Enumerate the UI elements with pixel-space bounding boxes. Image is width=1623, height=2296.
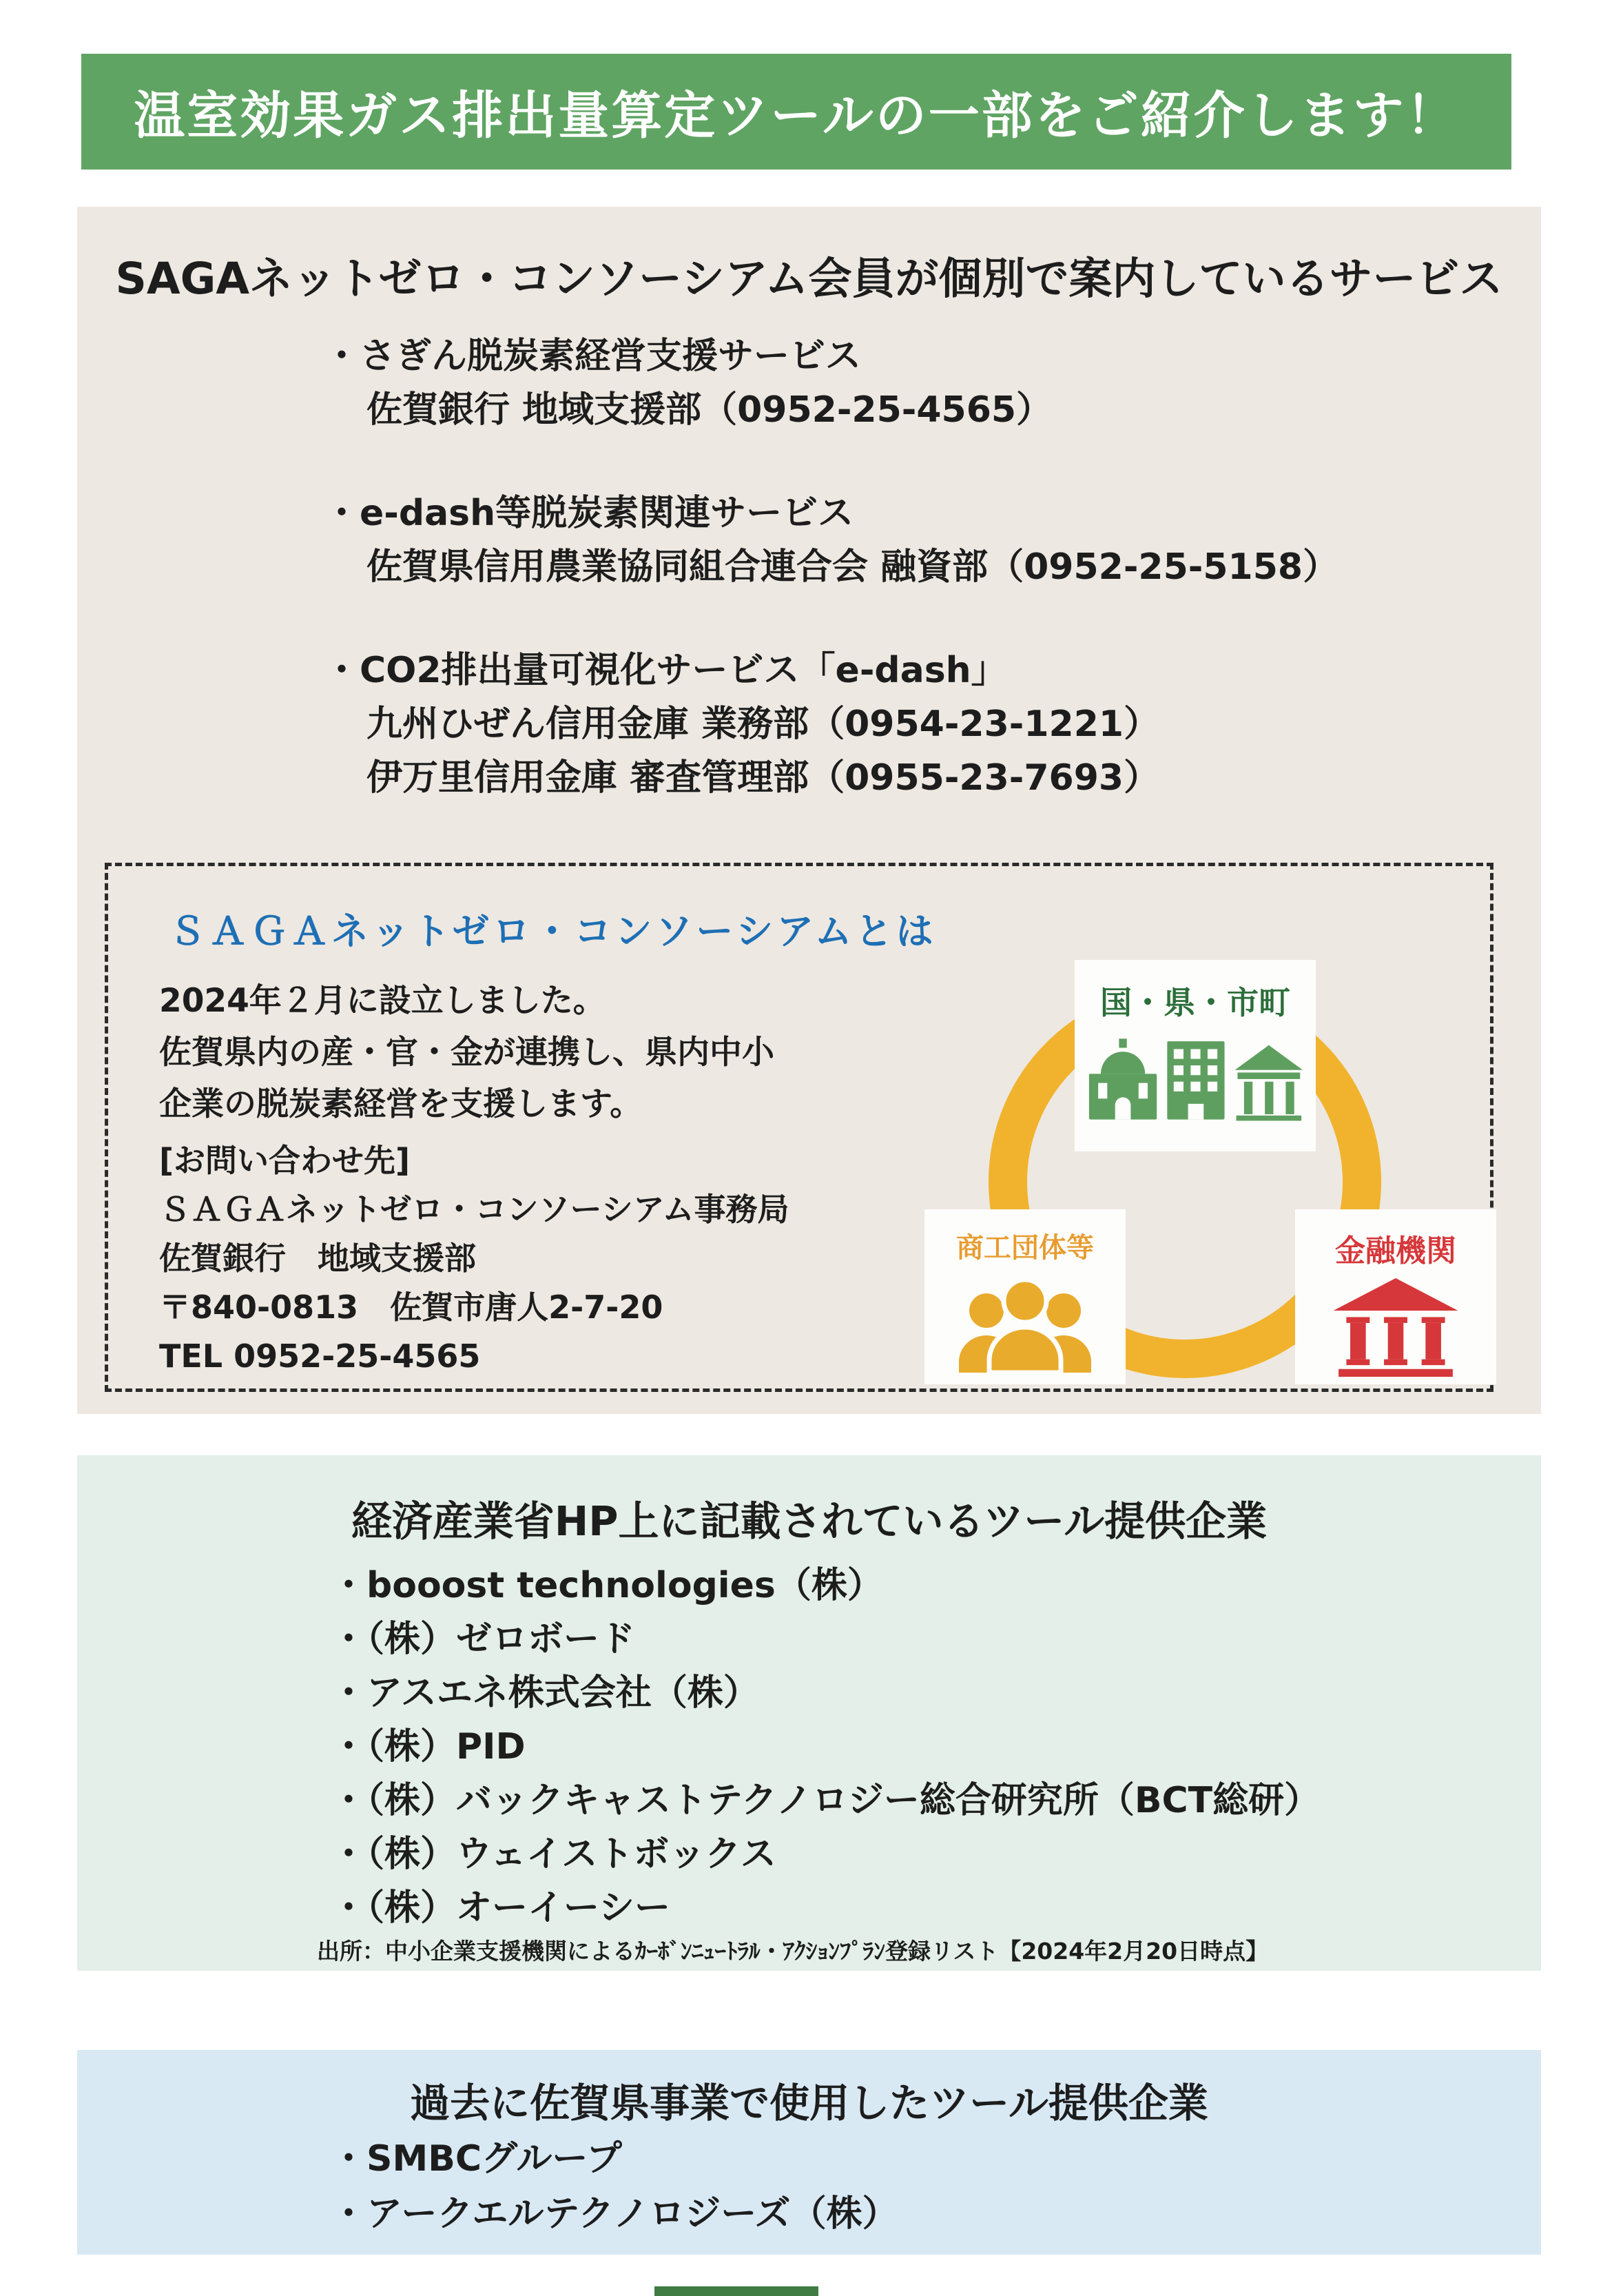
tool-item: ・SMBCグループ (331, 2138, 622, 2180)
description-line: 佐賀県内の産・官・金が連携し、県内中小 (159, 1034, 774, 1072)
saga-tools-title: 過去に佐賀県事業で使用したツール提供企業 (410, 2080, 1208, 2126)
tool-item: ・booost technologies（株） (331, 1565, 883, 1606)
source-note: 出所：中小企業支援機関によるｶｰﾎﾞﾝﾆｭｰﾄﾗﾙ・ｱｸｼｮﾝﾌﾟﾗﾝ登録リスト【2024年2月20日時点】 (317, 1938, 1269, 1965)
service-name: ・CO2排出量可視化サービス「e-dash」 (324, 650, 1007, 691)
consortium-contact (159, 1136, 789, 1381)
member-services-title: SAGAネットゼロ・コンソーシアム会員が個別で案内しているサービス (115, 254, 1503, 304)
description-line: 2024年２月に設立しました。 (159, 982, 606, 1020)
contact-line: 〒840-0813 佐賀市唐人2-7-20 (159, 1289, 663, 1326)
saga-tool-list (331, 2131, 898, 2242)
commerce-label: 商工団体等 (956, 1232, 1094, 1264)
contact-line: ＳＡＧＡネットゼロ・コンソーシアム事務局 (159, 1191, 789, 1228)
next-banner-edge (654, 2286, 818, 2296)
service-name: ・e-dash等脱炭素関連サービス (324, 493, 854, 534)
service-item (324, 329, 1338, 437)
government-buildings-icon (1088, 1023, 1303, 1124)
header-banner (81, 54, 1511, 170)
service-list (324, 329, 1338, 854)
meti-tool-list (331, 1559, 1320, 1935)
service-name: ・さぎん脱炭素経営支援サービス (324, 336, 862, 377)
service-contact: 佐賀銀行 地域支援部（0952-25-4565） (366, 389, 1053, 431)
people-group-icon (951, 1265, 1099, 1377)
government-label: 国・県・市町 (1100, 984, 1290, 1021)
tool-item: ・（株）PID (331, 1726, 526, 1767)
consortium-description (159, 975, 774, 1130)
consortium-box (105, 863, 1493, 1392)
tool-item: ・アークエルテクノロジーズ（株） (331, 2193, 898, 2235)
service-contact: 伊万里信用金庫 審査管理部（0955-23-7693） (366, 757, 1160, 799)
tool-item: ・（株）ゼロボード (331, 1619, 636, 1660)
service-contact: 佐賀県信用農業協同組合連合会 融資部（0952-25-5158） (366, 546, 1339, 588)
description-line: 企業の脱炭素経営を支援します。 (159, 1085, 643, 1123)
member-services-section (77, 207, 1541, 1414)
tool-item: ・アスエネ株式会社（株） (331, 1672, 759, 1714)
meti-tools-section (77, 1455, 1541, 1971)
service-item (324, 486, 1338, 594)
service-item (324, 644, 1338, 805)
contact-line: 佐賀銀行 地域支援部 (159, 1240, 476, 1277)
diagram-node-government (1075, 960, 1316, 1151)
header-title: 温室効果ガス排出量算定ツールの一部をご紹介します！ (134, 86, 1459, 145)
tool-item: ・（株）バックキャストテクノロジー総合研究所（BCT総研） (331, 1780, 1321, 1821)
diagram-node-commerce (924, 1209, 1126, 1384)
bank-icon (1325, 1270, 1467, 1380)
contact-line: [お問い合わせ先] (159, 1142, 411, 1179)
finance-label: 金融機関 (1335, 1233, 1456, 1269)
diagram-node-finance (1295, 1209, 1496, 1384)
service-contact: 九州ひぜん信用金庫 業務部（0954-23-1221） (366, 704, 1160, 745)
saga-tools-section (77, 2050, 1541, 2255)
tool-item: ・（株）オーイーシー (331, 1887, 670, 1929)
tool-item: ・（株）ウェイストボックス (331, 1834, 776, 1875)
consortium-box-title: ＳＡＧＡネットゼロ・コンソーシアムとは (169, 910, 937, 953)
meti-tools-title: 経済産業省HP上に記載されているツール提供企業 (351, 1497, 1268, 1545)
contact-line: TEL 0952-25-4565 (159, 1337, 481, 1375)
